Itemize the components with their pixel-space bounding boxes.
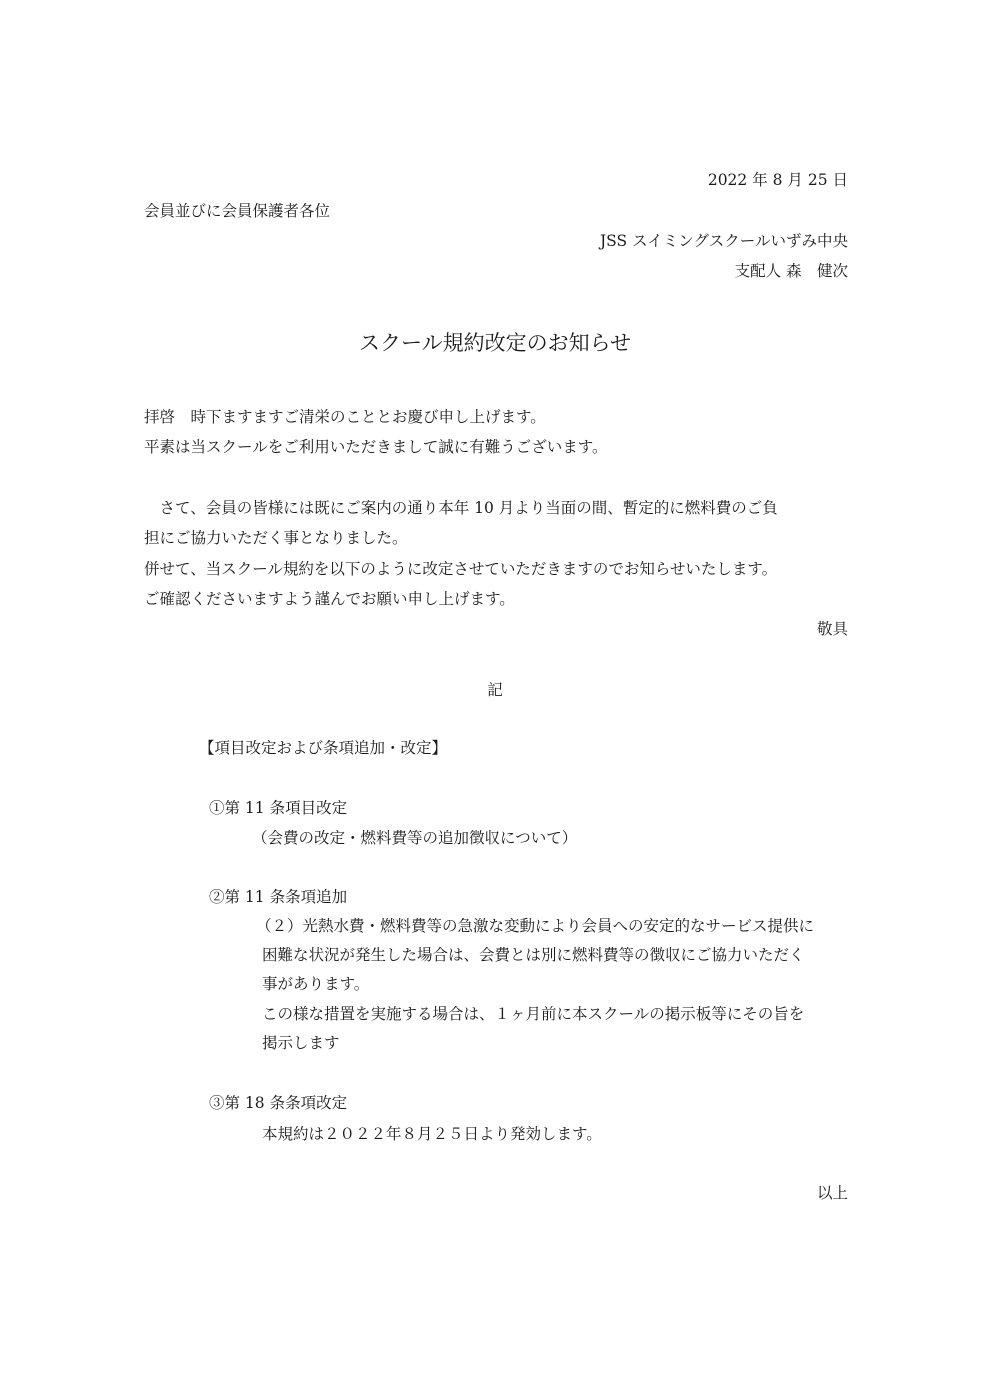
item-2-line-5: 掲示します	[262, 1034, 340, 1052]
end-marker: 以上	[816, 1184, 848, 1202]
body-paragraph-1-line-2: 担にご協力いただく事となりました。	[144, 529, 408, 547]
item-1-title: ①第 11 条項目改定	[209, 799, 348, 817]
sender-person: 支配人 森 健次	[734, 262, 848, 280]
recipient-line: 会員並びに会員保護者各位	[144, 202, 331, 220]
item-3-detail: 本規約は２０２２年８月２５日より発効します。	[262, 1125, 602, 1143]
greeting-line-1: 拝啓 時下ますますご清栄のこととお慶び申し上げます。	[144, 408, 546, 426]
item-2-line-2: 困難な状況が発生した場合は、会費とは別に燃料費等の徴収にご協力いただく	[262, 946, 805, 964]
body-paragraph-1-line-1: さて、会員の皆様には既にご案内の通り本年 10 月より当面の間、暫定的に燃料費のご負	[144, 499, 778, 517]
item-1-detail: （会費の改定・燃料費等の追加徴収について）	[252, 829, 578, 847]
document-title: スクール規約改定のお知らせ	[359, 331, 631, 355]
document-date: 2022 年 8 月 25 日	[707, 171, 848, 189]
item-3-title: ③第 18 条条項改定	[209, 1094, 348, 1112]
sender-organization: JSS スイミングスクールいずみ中央	[599, 232, 848, 250]
body-paragraph-2: 併せて、当スクール規約を以下のように改定させていただきますのでお知らせいたします。	[144, 560, 778, 578]
section-heading: 【項目改定および条項追加・改定】	[199, 739, 448, 757]
body-paragraph-3: ご確認くださいますよう謹んでお願い申し上げます。	[144, 590, 515, 608]
greeting-line-2: 平素は当スクールをご利用いただきまして誠に有難うございます。	[144, 438, 608, 456]
item-2-line-3: 事があります。	[262, 975, 370, 993]
item-2-title: ②第 11 条条項追加	[209, 888, 348, 906]
item-2-line-1: （２）光熱水費・燃料費等の急激な変動により会員への安定的なサービス提供に	[256, 917, 815, 935]
item-2-line-4: この様な措置を実施する場合は、１ヶ月前に本スクールの掲示板等にその旨を	[262, 1005, 805, 1023]
closing-keigu: 敬具	[816, 620, 848, 638]
ki-marker: 記	[487, 681, 503, 699]
